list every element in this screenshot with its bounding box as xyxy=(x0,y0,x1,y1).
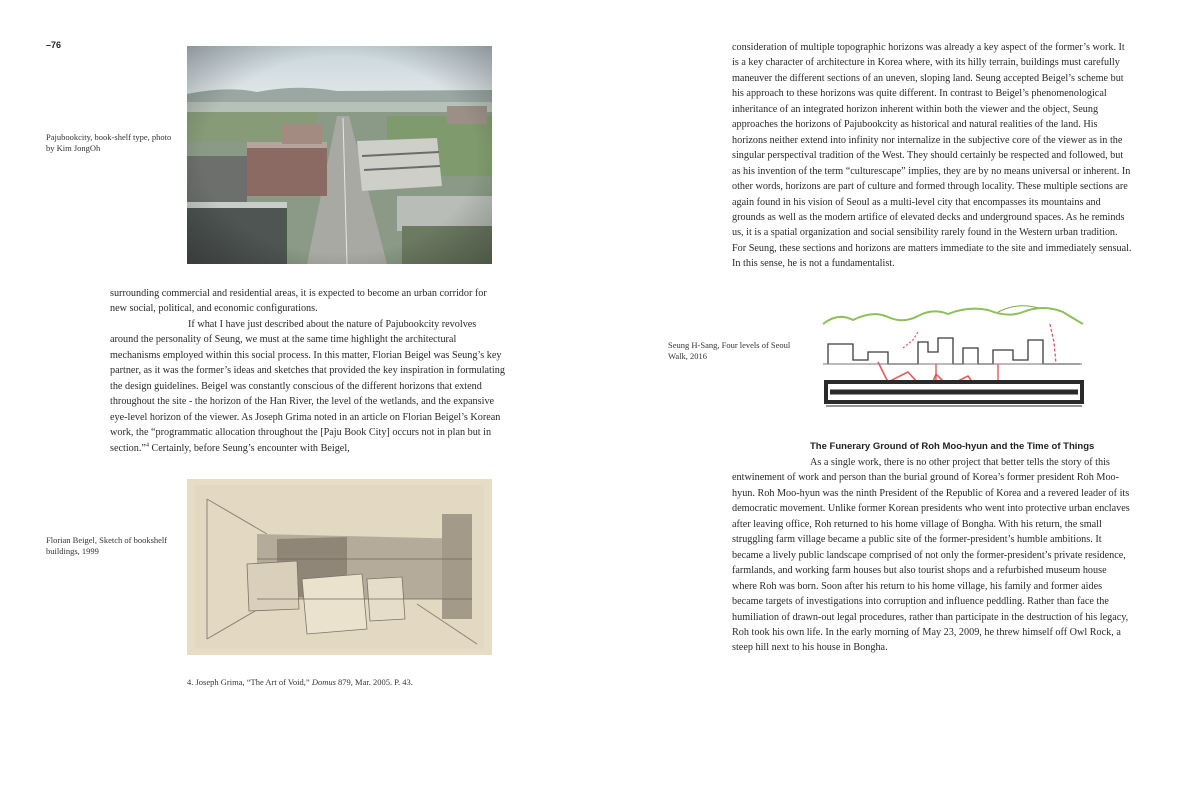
left-column-text xyxy=(110,286,506,456)
footnote-citation: 879, Mar. 2005. P. 43. xyxy=(335,677,413,687)
bookshelf-sketch xyxy=(187,479,492,655)
seoul-walk-diagram xyxy=(818,302,1086,412)
left-paragraph-2 xyxy=(110,317,506,456)
left-paragraph-2-tail: Certainly, before Seung’s encounter with Beigel, xyxy=(148,442,350,454)
figure-caption-sketch: Florian Beigel, Sketch of bookshelf buildings, 1999 xyxy=(46,535,168,556)
section-heading: The Funerary Ground of Roh Moo-hyun and the Time of Things xyxy=(810,441,1095,452)
footnote-journal: Domus xyxy=(311,677,336,687)
footnote-4 xyxy=(187,677,413,687)
footnote-ref-4: 4 xyxy=(145,442,149,449)
left-paragraph-1: surrounding commercial and residential areas, it is expected to become an urban corridor for new social, political, and economic configurations. xyxy=(110,288,487,315)
right-column-text-top xyxy=(732,40,1132,272)
right-paragraph-1: consideration of multiple topographic horizons was already a key aspect of the former’s work. It is a key character of architecture in Korea where, with its hilly terrain, buildings must carefully maneuver the different sections of an uneven, sloping land. Seung accepted Beigel’s scheme but his approach to these horizons was quite different. In contrast to Beigel’s phenomenological inheritance of an integrated horizon inherent within both the viewer and the object, Seung approaches the horizons of Pajubookcity as historical and natural realities of the land. His horizons neither extend into infinity nor internalize in the subjective core of the viewer as in the singular perspectival tradition of the West. They should certainly be respected and followed, but as his invention of the term “culturescape” implies, they are by no means universal or inherent. In other words, horizons are part of culture and formed through locality. These multiple sections are again found in his vision of Seoul as a multi-level city that encompasses its mountains and grounds as well as the modern artifice of elevated decks and underground spaces. As he reminds us, it is a spatial organization and social sensibility rarely found in the Western urban tradition. For Seung, these sections and horizons are matters immediate to the site and immediately sensual. In this sense, he is not a fundamentalist. xyxy=(732,42,1132,270)
right-column-text-bottom xyxy=(732,455,1132,656)
right-paragraph-2: As a single work, there is no other project that better tells the story of this entwinement of work and person than the burial ground of Korea’s former president Roh Moo-hyun. Roh Moo-hyun was the ninth President of the Republic of Korea and a revered leader of its democratic movement. Unlike former Korean presidents who went into protective urban enclaves after leaving office, Roh returned to his home village of Bongha. With his return, the small struggling farm village became a public site of the former-president’s humble ambitions. It became a lively public landscape comprised of not only the former-president’s private residence, farmlands, and working farm houses but also tourist shops and a refurbished museum house where Roh was born. Soon after his return to his home village, his family and former aides became targets of investigations into corruption and influence peddling. Rather than face the humiliation of drawn-out legal procedures, rather than participate in the destruction of his legacy, Roh took his own life. In the early morning of May 23, 2009, he threw himself off Owl Rock, a steep hill next to his house in Bongha. xyxy=(732,457,1130,654)
page-number: –76 xyxy=(46,40,62,50)
pajubookcity-photo xyxy=(187,46,492,264)
figure-caption-pajubookcity: Pajubookcity, book-shelf type, photo by Kim JongOh xyxy=(46,132,172,153)
left-paragraph-2-main: If what I have just described about the nature of Pajubookcity revolves around the personality of Seung, we must at the same time highlight the architectural mechanisms employed within this social process. In this matter, Florian Beigel was Seung’s key partner, as it was the former’s ideas and sketches that provided the key inspiration in formulating the design guidelines. Beigel was constantly conscious of the different horizons that extend throughout the site - the horizon of the Han River, the level of the wetlands, and the expansive eye-level horizon of the viewer. As Joseph Grima noted in an article on Florian Beigel’s Korean work, the “programmatic allocation throughout the [Paju Book City] occurs not in plan but in section.” xyxy=(110,318,505,454)
footnote-text: 4. Joseph Grima, “The Art of Void,” xyxy=(187,677,312,687)
figure-caption-seoul-walk: Seung H-Sang, Four levels of Seoul Walk, 2016 xyxy=(668,340,791,361)
